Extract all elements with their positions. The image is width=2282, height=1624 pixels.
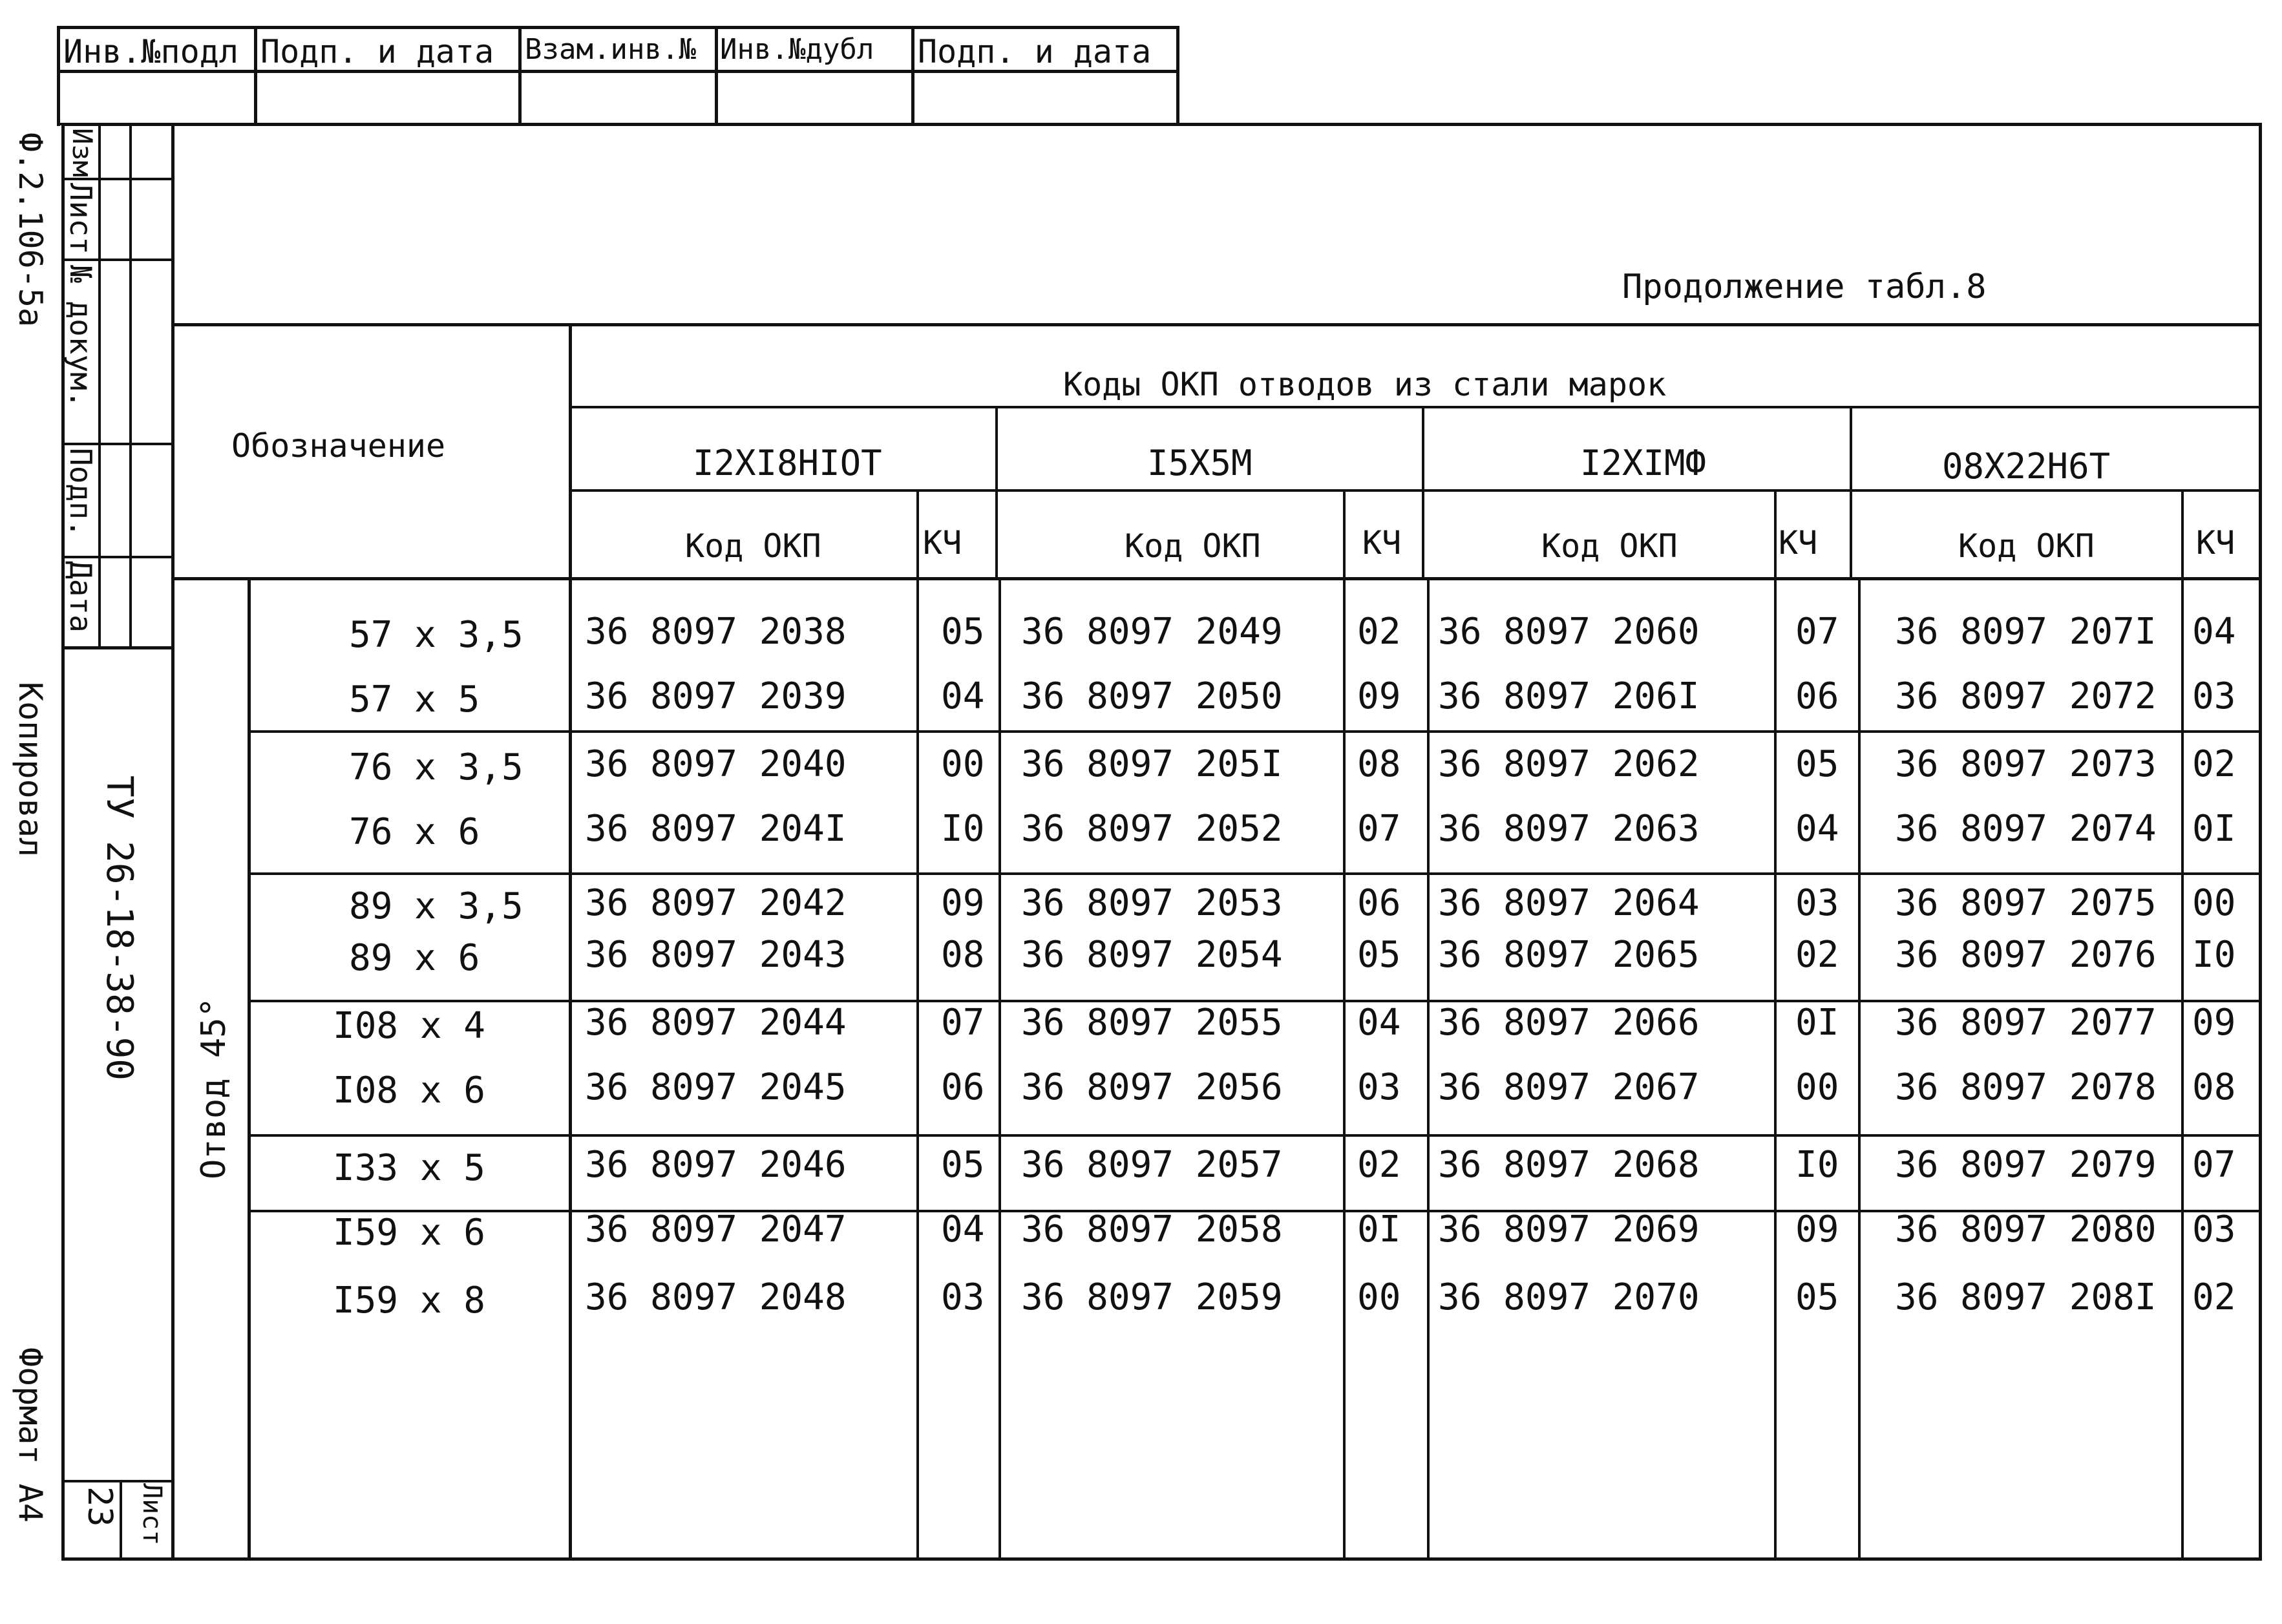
okp-code-cell: 36 8097 2072 — [1895, 675, 2157, 717]
kch-cell: 00 — [1795, 1066, 1839, 1108]
okp-code-cell: 36 8097 208I — [1895, 1276, 2157, 1318]
stamp-cell-replace-inv: Взам.инв.№ — [525, 33, 696, 66]
okp-code-cell: 36 8097 2038 — [585, 611, 847, 653]
stamp-cell-inv-orig: Инв.№подл — [63, 33, 238, 70]
size-cell: 57 х 5 — [349, 679, 480, 721]
stamp-cell-inv-dup: Инв.№дубл — [720, 33, 874, 66]
stamp-label-date: Дата — [63, 561, 98, 633]
kch-cell: 04 — [2192, 611, 2236, 653]
sheet-label: Лист — [137, 1483, 167, 1546]
kch-cell: 02 — [1357, 1144, 1401, 1186]
kch-cell: 02 — [1795, 934, 1839, 976]
okp-code-cell: 36 8097 2057 — [1021, 1144, 1283, 1186]
stamp-label-izm: Изм — [67, 128, 98, 177]
okp-code-cell: 36 8097 2079 — [1895, 1144, 2157, 1186]
form-code: Ф.2.106-5а — [12, 132, 49, 328]
okp-code-cell: 36 8097 2053 — [1021, 882, 1283, 924]
kch-cell: 04 — [941, 1208, 985, 1250]
grade-header-1: I2XI8HIOT — [693, 443, 882, 483]
kch-cell: 09 — [1795, 1208, 1839, 1250]
kch-cell: 05 — [941, 1144, 985, 1186]
size-cell: I08 х 4 — [333, 1005, 486, 1047]
kch-cell: 02 — [2192, 743, 2236, 785]
kch-cell: 07 — [1795, 611, 1839, 653]
kch-cell: 00 — [2192, 882, 2236, 924]
kch-cell: 07 — [1357, 808, 1401, 850]
okp-code-cell: 36 8097 2076 — [1895, 934, 2157, 976]
kch-cell: 06 — [1357, 882, 1401, 924]
kch-cell: 06 — [1795, 675, 1839, 717]
kch-cell: I0 — [941, 808, 985, 850]
okp-code-cell: 36 8097 2070 — [1438, 1276, 1700, 1318]
kch-cell: I0 — [2192, 934, 2236, 976]
kch-cell: 00 — [941, 743, 985, 785]
kch-cell: 03 — [1795, 882, 1839, 924]
stamp-label-doc-no: № докум. — [63, 265, 98, 408]
okp-code-cell: 36 8097 204I — [585, 808, 847, 850]
kch-cell: 09 — [941, 882, 985, 924]
kch-header-2: КЧ — [1362, 524, 1402, 562]
kch-cell: 05 — [1357, 934, 1401, 976]
okp-code-cell: 36 8097 2040 — [585, 743, 847, 785]
size-cell: I08 х 6 — [333, 1070, 486, 1112]
okp-code-cell: 36 8097 2056 — [1021, 1066, 1283, 1108]
row-group-label: Отвод 45° — [195, 997, 233, 1179]
kch-cell: 08 — [2192, 1066, 2236, 1108]
okp-code-cell: 36 8097 2060 — [1438, 611, 1700, 653]
okp-code-cell: 36 8097 2075 — [1895, 882, 2157, 924]
size-cell: 89 х 3,5 — [349, 885, 523, 927]
okp-code-cell: 36 8097 2068 — [1438, 1144, 1700, 1186]
kch-cell: 0I — [2192, 808, 2236, 850]
kch-cell: 0I — [1357, 1208, 1401, 1250]
kch-cell: 09 — [1357, 675, 1401, 717]
kch-cell: 09 — [2192, 1002, 2236, 1044]
stamp-cell-sign-date-1: Подп. и дата — [260, 33, 494, 70]
okp-code-cell: 36 8097 205I — [1021, 743, 1283, 785]
kch-cell: 05 — [1795, 1276, 1839, 1318]
okp-code-cell: 36 8097 207I — [1895, 611, 2157, 653]
okp-code-cell: 36 8097 2077 — [1895, 1002, 2157, 1044]
okp-code-cell: 36 8097 2046 — [585, 1144, 847, 1186]
okp-code-cell: 36 8097 2045 — [585, 1066, 847, 1108]
stamp-cell-sign-date-2: Подп. и дата — [918, 33, 1152, 70]
kch-cell: 05 — [1795, 743, 1839, 785]
okp-code-cell: 36 8097 2055 — [1021, 1002, 1283, 1044]
okp-code-cell: 36 8097 2044 — [585, 1002, 847, 1044]
kch-cell: I0 — [1795, 1144, 1839, 1186]
kch-cell: 06 — [941, 1066, 985, 1108]
size-cell: I59 х 8 — [333, 1280, 486, 1322]
kch-cell: 05 — [941, 611, 985, 653]
kch-cell: 08 — [1357, 743, 1401, 785]
size-cell: 76 х 6 — [349, 811, 480, 853]
okp-code-cell: 36 8097 2050 — [1021, 675, 1283, 717]
okp-code-cell: 36 8097 2069 — [1438, 1208, 1700, 1250]
kch-cell: 04 — [1795, 808, 1839, 850]
kch-header-3: КЧ — [1779, 524, 1818, 562]
okp-code-cell: 36 8097 2078 — [1895, 1066, 2157, 1108]
kch-cell: 00 — [1357, 1276, 1401, 1318]
format-label: Формат А4 — [12, 1347, 49, 1523]
size-cell: 57 х 3,5 — [349, 614, 523, 656]
kch-cell: 0I — [1795, 1002, 1839, 1044]
okp-code-cell: 36 8097 2048 — [585, 1276, 847, 1318]
okp-code-cell: 36 8097 2074 — [1895, 808, 2157, 850]
okp-code-cell: 36 8097 2043 — [585, 934, 847, 976]
okp-code-cell: 36 8097 2039 — [585, 675, 847, 717]
okp-code-cell: 36 8097 2080 — [1895, 1208, 2157, 1250]
okp-code-cell: 36 8097 206I — [1438, 675, 1700, 717]
kch-cell: 03 — [2192, 675, 2236, 717]
kch-cell: 02 — [1357, 611, 1401, 653]
okp-code-cell: 36 8097 2067 — [1438, 1066, 1700, 1108]
okp-code-cell: 36 8097 2042 — [585, 882, 847, 924]
copied-by-label: Копировал — [12, 682, 49, 857]
okp-code-cell: 36 8097 2064 — [1438, 882, 1700, 924]
code-header-2: Код ОКП — [1125, 527, 1261, 565]
kch-cell: 03 — [2192, 1208, 2236, 1250]
sheet-number: 23 — [80, 1486, 119, 1527]
code-header-3: Код ОКП — [1541, 527, 1678, 565]
kch-header-1: КЧ — [923, 524, 962, 562]
kch-header-4: КЧ — [2196, 524, 2235, 562]
okp-code-cell: 36 8097 2047 — [585, 1208, 847, 1250]
table-caption: Продолжение табл.8 — [1622, 268, 1987, 306]
okp-code-cell: 36 8097 2073 — [1895, 743, 2157, 785]
size-cell: 76 х 3,5 — [349, 746, 523, 788]
okp-code-cell: 36 8097 2054 — [1021, 934, 1283, 976]
kch-cell: 03 — [1357, 1066, 1401, 1108]
grade-header-3: I2XIMФ — [1580, 443, 1707, 483]
kch-cell: 04 — [941, 675, 985, 717]
okp-code-cell: 36 8097 2058 — [1021, 1208, 1283, 1250]
stamp-label-sign: Подп. — [63, 448, 98, 538]
okp-code-cell: 36 8097 2065 — [1438, 934, 1700, 976]
kch-cell: 07 — [2192, 1144, 2236, 1186]
okp-code-cell: 36 8097 2066 — [1438, 1002, 1700, 1044]
size-cell: I59 х 6 — [333, 1212, 486, 1254]
size-cell: I33 х 5 — [333, 1147, 486, 1189]
grade-header-2: I5X5M — [1147, 443, 1252, 483]
document-code: ТУ 26-18-38-90 — [98, 775, 140, 1081]
designation-header: Обозначение — [231, 427, 446, 465]
okp-code-cell: 36 8097 2063 — [1438, 808, 1700, 850]
code-header-4: Код ОКП — [1958, 527, 2095, 565]
grade-header-4: 08X22H6T — [1942, 446, 2111, 487]
kch-cell: 07 — [941, 1002, 985, 1044]
kch-cell: 02 — [2192, 1276, 2236, 1318]
stamp-label-list: Лист — [63, 183, 98, 255]
kch-cell: 04 — [1357, 1002, 1401, 1044]
okp-code-cell: 36 8097 2062 — [1438, 743, 1700, 785]
kch-cell: 08 — [941, 934, 985, 976]
okp-code-cell: 36 8097 2059 — [1021, 1276, 1283, 1318]
group-header: Коды ОКП отводов из стали марок — [1063, 366, 1667, 403]
code-header-1: Код ОКП — [685, 527, 821, 565]
okp-code-cell: 36 8097 2049 — [1021, 611, 1283, 653]
size-cell: 89 х 6 — [349, 937, 480, 979]
okp-code-cell: 36 8097 2052 — [1021, 808, 1283, 850]
kch-cell: 03 — [941, 1276, 985, 1318]
